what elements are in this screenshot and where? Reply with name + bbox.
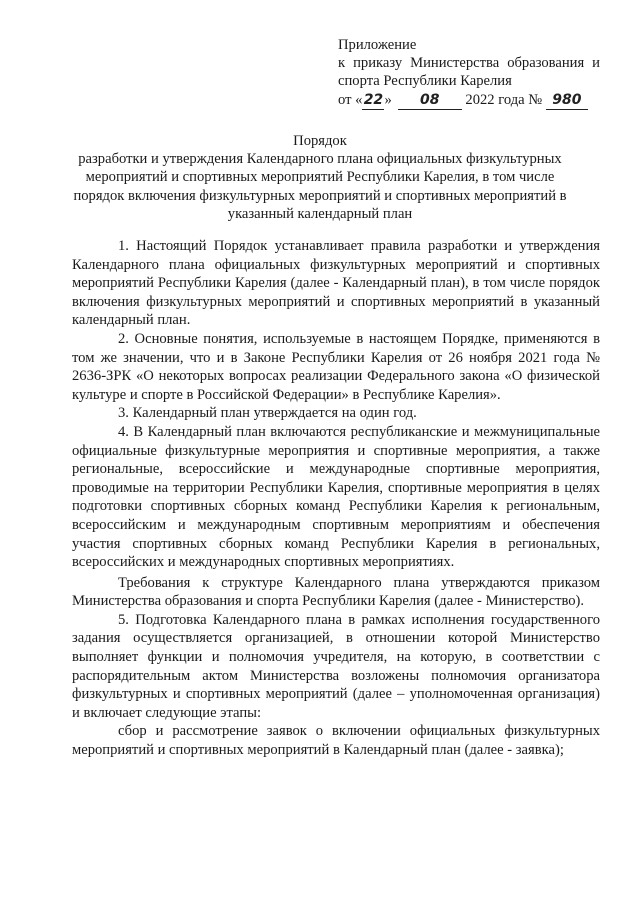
document-body [72, 237, 600, 760]
appendix-date-line [338, 91, 600, 110]
date-mid: » [384, 91, 392, 108]
title-subtitle: разработки и утверждения Календарного плана официальных физкультурных мероприятий и спортивных мероприятий Республики Карелия, в том числе порядок включения физкультурных мероприятий и спортивных мероприятий в указанный календарный план [73, 151, 567, 222]
paragraph-1: 1. Настоящий Порядок устанавливает правила разработки и утверждения Календарного плана официальных физкультурных мероприятий и спортивных мероприятий Республики Карелия (далее - Календарный план), в том числе порядок включения физкультурных мероприятий и спортивных мероприятий в указанный календарный план. [72, 238, 600, 329]
paragraph-5-stage-1: сбор и рассмотрение заявок о включении официальных физкультурных мероприятий и спортивных мероприятий в Календарный план (далее - заявка); [72, 723, 600, 759]
appendix-ministry: спорта Республики Карелия [338, 73, 512, 90]
paragraph-requirements: Требования к структуре Календарного плана утверждаются приказом Министерства образования и спорта Республики Карелия (далее - Министерство). [72, 574, 600, 610]
paragraph-5: 5. Подготовка Календарного плана в рамках исполнения государственного задания осуществляется организацией, в отношении которой Министерство выполняет функции и полномочия учредителя, на которую, в соответствии с распорядительным актом Министерства возложены полномочия организатора физкультурных и спортивных мероприятий (далее – уполномоченная организация) и включает следующие этапы: [72, 611, 600, 721]
paragraph-2: 2. Основные понятия, используемые в настоящем Порядке, применяются в том же значении, что и в Законе Республики Карелия от 26 ноября 2021 года № 2636-ЗРК «О некоторых вопросах реализации Федерального закона «О физической культуре и спорте в Российской Федерации» в Республике Карелия». [72, 330, 600, 403]
date-day-handwritten: 22 [363, 91, 384, 108]
paragraph-4: 4. В Календарный план включаются республиканские и межмуниципальные официальные физкультурные мероприятия и спортивные мероприятия, а также региональные, всероссийские и международные спортивные мероприятия, проводимые на территории Республики Карелия, спортивные мероприятия в целях подготовки спортивных сборных команд Республики Карелия к региональным, всероссийским и международным спортивным мероприятиям и обеспечения участия спортивных сборных команд Республики Карелия в региональных, всероссийских и международных спортивных мероприятиях. [72, 423, 600, 571]
date-prefix: от « [338, 91, 363, 108]
appendix-order-ref: к приказу Министерства образования и [338, 55, 600, 72]
document-title [60, 132, 580, 223]
order-number-handwritten: 980 [552, 91, 582, 108]
paragraph-3: 3. Календарный план утверждается на один год. [118, 405, 417, 422]
date-month-handwritten: 08 [419, 91, 440, 108]
appendix-header [338, 36, 600, 110]
date-year-text: 2022 года № [465, 91, 543, 108]
title-heading: Порядок [293, 133, 347, 149]
appendix-label: Приложение [338, 37, 417, 53]
